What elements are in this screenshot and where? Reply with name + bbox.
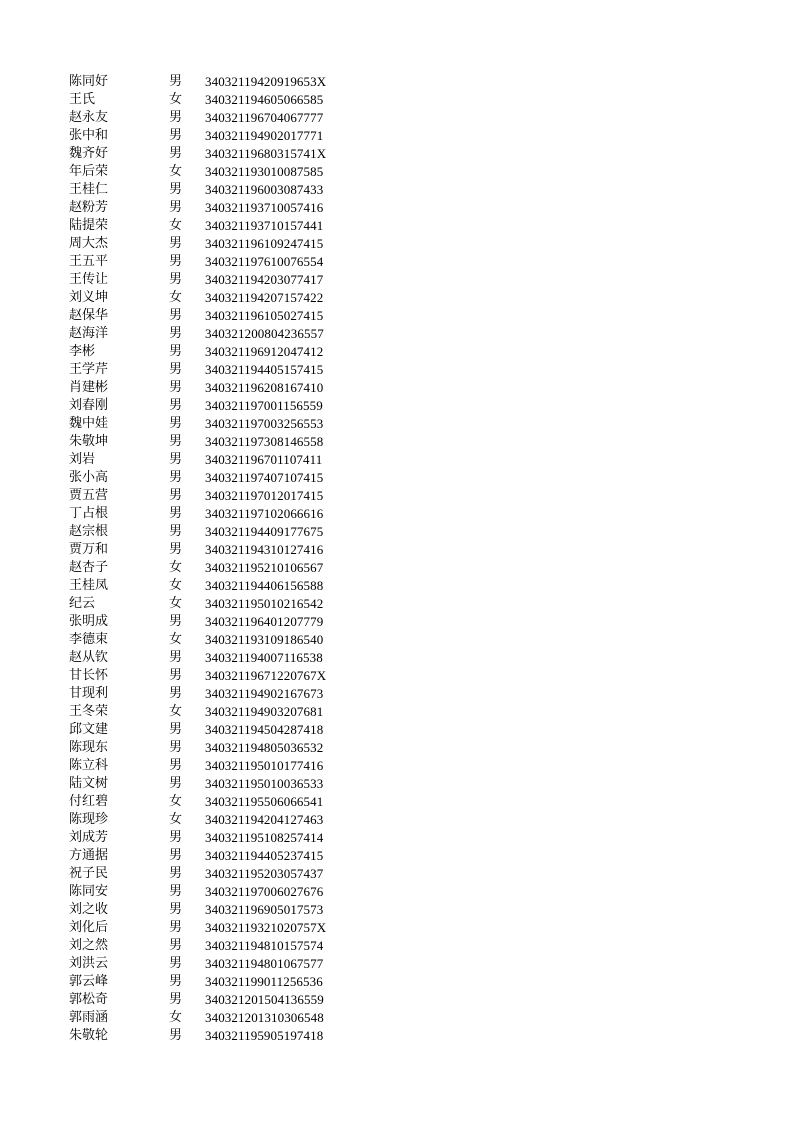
table-row xyxy=(69,775,355,793)
name-cell: 祝子民 xyxy=(69,866,109,881)
id-number-cell: 340321193710057416 xyxy=(205,200,324,215)
id-number-cell: 340321194204127463 xyxy=(205,812,324,827)
name-cell: 刘义坤 xyxy=(69,290,109,305)
gender-cell: 男 xyxy=(169,236,183,251)
table-row xyxy=(69,955,355,973)
table-row xyxy=(69,721,355,739)
gender-cell: 女 xyxy=(169,560,183,575)
name-cell: 甘现利 xyxy=(69,686,109,701)
id-number-cell: 340321196105027415 xyxy=(205,308,324,323)
gender-cell: 男 xyxy=(169,902,183,917)
name-cell: 年后荣 xyxy=(69,164,109,179)
gender-cell: 男 xyxy=(169,614,183,629)
name-cell: 刘岩 xyxy=(69,452,96,467)
table-row xyxy=(69,631,355,649)
gender-cell: 男 xyxy=(169,362,183,377)
gender-cell: 女 xyxy=(169,218,183,233)
table-row xyxy=(69,865,355,883)
id-number-cell: 340321194203077417 xyxy=(205,272,324,287)
name-cell: 刘化后 xyxy=(69,920,109,935)
gender-cell: 男 xyxy=(169,110,183,125)
id-number-cell: 340321196704067777 xyxy=(205,110,324,125)
table-row xyxy=(69,181,355,199)
gender-cell: 男 xyxy=(169,758,183,773)
name-cell: 陈同好 xyxy=(69,74,109,89)
gender-cell: 男 xyxy=(169,182,183,197)
name-cell: 王传让 xyxy=(69,272,109,287)
id-number-cell: 340321194310127416 xyxy=(205,542,324,557)
table-row xyxy=(69,559,355,577)
name-cell: 魏中娃 xyxy=(69,416,109,431)
table-row xyxy=(69,163,355,181)
id-number-cell: 340321196401207779 xyxy=(205,614,324,629)
gender-cell: 男 xyxy=(169,740,183,755)
id-number-cell: 340321197308146558 xyxy=(205,434,324,449)
gender-cell: 男 xyxy=(169,200,183,215)
name-cell: 王氏 xyxy=(69,92,96,107)
table-row xyxy=(69,73,355,91)
name-cell: 李彬 xyxy=(69,344,96,359)
id-number-cell: 340321197006027676 xyxy=(205,884,324,899)
gender-cell: 男 xyxy=(169,938,183,953)
gender-cell: 男 xyxy=(169,992,183,1007)
table-row xyxy=(69,937,355,955)
name-cell: 陈同安 xyxy=(69,884,109,899)
gender-cell: 男 xyxy=(169,146,183,161)
table-row xyxy=(69,883,355,901)
table-row xyxy=(69,469,355,487)
gender-cell: 男 xyxy=(169,470,183,485)
gender-cell: 男 xyxy=(169,308,183,323)
gender-cell: 男 xyxy=(169,326,183,341)
gender-cell: 男 xyxy=(169,668,183,683)
name-cell: 赵从钦 xyxy=(69,650,109,665)
id-number-cell: 340321194902017771 xyxy=(205,128,324,143)
id-number-cell: 34032119420919653X xyxy=(205,74,327,89)
id-number-cell: 340321196109247415 xyxy=(205,236,324,251)
gender-cell: 女 xyxy=(169,596,183,611)
name-cell: 张明成 xyxy=(69,614,109,629)
name-cell: 方通据 xyxy=(69,848,109,863)
table-row xyxy=(69,793,355,811)
name-cell: 朱敬轮 xyxy=(69,1028,109,1043)
gender-cell: 男 xyxy=(169,380,183,395)
name-cell: 丁占根 xyxy=(69,506,109,521)
table-row xyxy=(69,991,355,1009)
table-row xyxy=(69,901,355,919)
table-row xyxy=(69,667,355,685)
id-number-cell: 340321194801067577 xyxy=(205,956,324,971)
table-row xyxy=(69,379,355,397)
name-cell: 贾五营 xyxy=(69,488,109,503)
id-number-cell: 340321196208167410 xyxy=(205,380,324,395)
gender-cell: 男 xyxy=(169,956,183,971)
id-number-cell: 340321196701107411 xyxy=(205,452,323,467)
name-cell: 郭雨涵 xyxy=(69,1010,109,1025)
name-cell: 纪云 xyxy=(69,596,96,611)
id-number-cell: 340321197003256553 xyxy=(205,416,324,431)
table-row xyxy=(69,973,355,991)
gender-cell: 男 xyxy=(169,974,183,989)
table-row xyxy=(69,703,355,721)
gender-cell: 男 xyxy=(169,272,183,287)
id-number-cell: 340321196912047412 xyxy=(205,344,324,359)
name-cell: 陈现珍 xyxy=(69,812,109,827)
id-number-cell: 340321200804236557 xyxy=(205,326,324,341)
table-row xyxy=(69,343,355,361)
id-number-cell: 340321195010177416 xyxy=(205,758,324,773)
gender-cell: 男 xyxy=(169,848,183,863)
name-cell: 张中和 xyxy=(69,128,109,143)
gender-cell: 男 xyxy=(169,398,183,413)
id-number-cell: 340321195905197418 xyxy=(205,1028,324,1043)
table-row xyxy=(69,451,355,469)
table-row xyxy=(69,649,355,667)
gender-cell: 男 xyxy=(169,434,183,449)
table-row xyxy=(69,577,355,595)
id-number-cell: 340321195203057437 xyxy=(205,866,324,881)
table-row xyxy=(69,739,355,757)
id-number-cell: 340321195108257414 xyxy=(205,830,324,845)
gender-cell: 男 xyxy=(169,254,183,269)
table-row xyxy=(69,127,355,145)
gender-cell: 男 xyxy=(169,452,183,467)
table-row xyxy=(69,235,355,253)
name-cell: 郭云峰 xyxy=(69,974,109,989)
name-cell: 赵永友 xyxy=(69,110,109,125)
id-number-cell: 340321194405237415 xyxy=(205,848,324,863)
gender-cell: 男 xyxy=(169,830,183,845)
table-row xyxy=(69,757,355,775)
id-number-cell: 340321196003087433 xyxy=(205,182,324,197)
id-number-cell: 34032119671220767X xyxy=(205,668,327,683)
gender-cell: 男 xyxy=(169,920,183,935)
name-cell: 赵粉芳 xyxy=(69,200,109,215)
id-number-cell: 340321197001156559 xyxy=(205,398,323,413)
id-number-cell: 340321194405157415 xyxy=(205,362,324,377)
table-row xyxy=(69,433,355,451)
id-number-cell: 340321194406156588 xyxy=(205,578,324,593)
name-cell: 刘春刚 xyxy=(69,398,109,413)
name-cell: 刘之然 xyxy=(69,938,109,953)
name-cell: 刘洪云 xyxy=(69,956,109,971)
table-row xyxy=(69,505,355,523)
name-cell: 陆文树 xyxy=(69,776,109,791)
gender-cell: 男 xyxy=(169,524,183,539)
gender-cell: 男 xyxy=(169,506,183,521)
table-row xyxy=(69,289,355,307)
name-cell: 陆提荣 xyxy=(69,218,109,233)
id-number-cell: 340321193010087585 xyxy=(205,164,324,179)
gender-cell: 女 xyxy=(169,704,183,719)
table-row xyxy=(69,1009,355,1027)
id-number-cell: 340321195210106567 xyxy=(205,560,324,575)
name-cell: 张小高 xyxy=(69,470,109,485)
id-number-cell: 340321194903207681 xyxy=(205,704,324,719)
gender-cell: 女 xyxy=(169,578,183,593)
table-row xyxy=(69,541,355,559)
table-row xyxy=(69,613,355,631)
gender-cell: 男 xyxy=(169,686,183,701)
table-row xyxy=(69,523,355,541)
gender-cell: 男 xyxy=(169,884,183,899)
name-cell: 王学芹 xyxy=(69,362,109,377)
id-number-cell: 340321194007116538 xyxy=(205,650,323,665)
name-cell: 陈立科 xyxy=(69,758,109,773)
table-row xyxy=(69,145,355,163)
name-cell: 魏齐好 xyxy=(69,146,109,161)
name-cell: 赵海洋 xyxy=(69,326,109,341)
id-number-cell: 340321197102066616 xyxy=(205,506,324,521)
id-number-cell: 340321194409177675 xyxy=(205,524,324,539)
gender-cell: 男 xyxy=(169,722,183,737)
name-cell: 王桂仁 xyxy=(69,182,109,197)
table-row xyxy=(69,199,355,217)
table-row xyxy=(69,919,355,937)
gender-cell: 女 xyxy=(169,164,183,179)
name-cell: 甘长怀 xyxy=(69,668,109,683)
id-number-cell: 340321199011256536 xyxy=(205,974,323,989)
name-cell: 陈现东 xyxy=(69,740,109,755)
table-row xyxy=(69,595,355,613)
name-cell: 周大杰 xyxy=(69,236,109,251)
table-row xyxy=(69,109,355,127)
gender-cell: 女 xyxy=(169,794,183,809)
table-row xyxy=(69,415,355,433)
id-number-cell: 340321195506066541 xyxy=(205,794,324,809)
table-row xyxy=(69,217,355,235)
gender-cell: 女 xyxy=(169,812,183,827)
gender-cell: 男 xyxy=(169,74,183,89)
id-number-cell: 340321194902167673 xyxy=(205,686,324,701)
table-row xyxy=(69,307,355,325)
table-row xyxy=(69,361,355,379)
id-number-cell: 340321194207157422 xyxy=(205,290,324,305)
gender-cell: 女 xyxy=(169,92,183,107)
id-number-cell: 340321197407107415 xyxy=(205,470,324,485)
id-number-cell: 340321197610076554 xyxy=(205,254,324,269)
gender-cell: 女 xyxy=(169,632,183,647)
person-table xyxy=(69,73,355,1045)
table-row xyxy=(69,253,355,271)
id-number-cell: 340321195010216542 xyxy=(205,596,324,611)
name-cell: 赵杏子 xyxy=(69,560,109,575)
id-number-cell: 340321193710157441 xyxy=(205,218,324,233)
name-cell: 付红碧 xyxy=(69,794,109,809)
gender-cell: 女 xyxy=(169,290,183,305)
name-cell: 赵宗根 xyxy=(69,524,109,539)
gender-cell: 男 xyxy=(169,416,183,431)
table-row xyxy=(69,829,355,847)
table-row xyxy=(69,91,355,109)
id-number-cell: 340321194805036532 xyxy=(205,740,324,755)
table-row xyxy=(69,1027,355,1045)
table-row xyxy=(69,685,355,703)
name-cell: 王冬荣 xyxy=(69,704,109,719)
gender-cell: 男 xyxy=(169,344,183,359)
gender-cell: 男 xyxy=(169,542,183,557)
gender-cell: 男 xyxy=(169,488,183,503)
gender-cell: 男 xyxy=(169,1028,183,1043)
table-row xyxy=(69,487,355,505)
table-row xyxy=(69,325,355,343)
id-number-cell: 340321195010036533 xyxy=(205,776,324,791)
table-row xyxy=(69,811,355,829)
id-number-cell: 340321201504136559 xyxy=(205,992,324,1007)
table-row xyxy=(69,847,355,865)
name-cell: 郭松奇 xyxy=(69,992,109,1007)
id-number-cell: 340321196905017573 xyxy=(205,902,324,917)
id-number-cell: 340321194504287418 xyxy=(205,722,324,737)
name-cell: 刘成芳 xyxy=(69,830,109,845)
name-cell: 贾万和 xyxy=(69,542,109,557)
name-cell: 王五平 xyxy=(69,254,109,269)
name-cell: 李德束 xyxy=(69,632,109,647)
name-cell: 肖建彬 xyxy=(69,380,109,395)
id-number-cell: 34032119680315741X xyxy=(205,146,327,161)
gender-cell: 男 xyxy=(169,128,183,143)
id-number-cell: 340321194605066585 xyxy=(205,92,324,107)
table-row xyxy=(69,397,355,415)
gender-cell: 男 xyxy=(169,866,183,881)
gender-cell: 女 xyxy=(169,1010,183,1025)
name-cell: 朱敬坤 xyxy=(69,434,109,449)
name-cell: 刘之收 xyxy=(69,902,109,917)
id-number-cell: 340321201310306548 xyxy=(205,1010,324,1025)
gender-cell: 男 xyxy=(169,650,183,665)
id-number-cell: 340321197012017415 xyxy=(205,488,324,503)
name-cell: 邱文建 xyxy=(69,722,109,737)
name-cell: 王桂凤 xyxy=(69,578,109,593)
id-number-cell: 34032119321020757X xyxy=(205,920,327,935)
gender-cell: 男 xyxy=(169,776,183,791)
name-cell: 赵保华 xyxy=(69,308,109,323)
table-row xyxy=(69,271,355,289)
id-number-cell: 340321194810157574 xyxy=(205,938,324,953)
id-number-cell: 340321193109186540 xyxy=(205,632,324,647)
